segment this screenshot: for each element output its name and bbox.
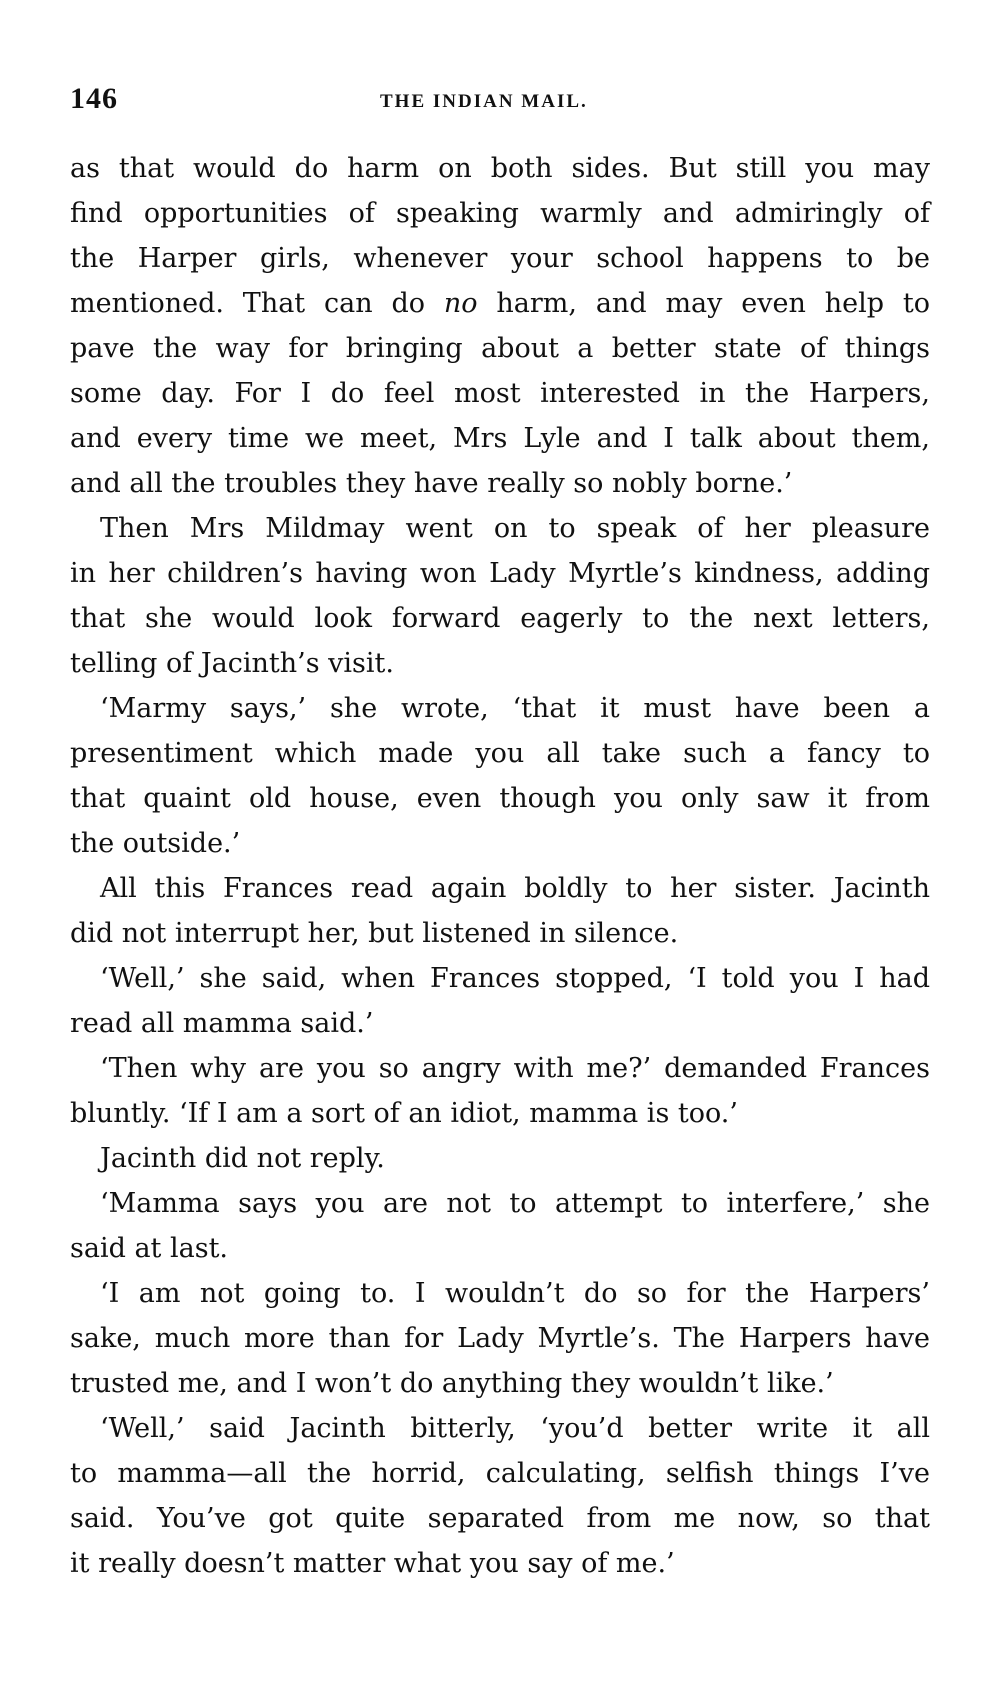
text-line: mentioned. That can do no harm, and may even help to — [70, 288, 930, 319]
text-line: that she would look forward eagerly to the next letters, — [70, 603, 930, 634]
text-line: ‘Mamma says you are not to attempt to interfere,’ she — [100, 1188, 930, 1219]
text-line: in her children’s having won Lady Myrtle’s kindness, adding — [70, 558, 930, 589]
body-text — [70, 146, 930, 1586]
text-line: presentiment which made you all take such a fancy to — [70, 738, 930, 769]
text-line: said at last. — [70, 1233, 229, 1264]
text-line: find opportunities of speaking warmly and admiringly of — [70, 198, 930, 229]
text-line: Jacinth did not reply. — [100, 1143, 385, 1174]
text-line: to mamma—all the horrid, calculating, selfish things I’ve — [70, 1458, 930, 1489]
text-line: trusted me, and I won’t do anything they wouldn’t like.’ — [70, 1368, 834, 1399]
text-line: did not interrupt her, but listened in silence. — [70, 918, 679, 949]
text-line: the Harper girls, whenever your school happens to be — [70, 243, 930, 274]
running-title: THE INDIAN MAIL. — [380, 91, 588, 112]
text-line: ‘Well,’ she said, when Frances stopped, ‘I told you I had — [100, 963, 930, 994]
text-line: sake, much more than for Lady Myrtle’s. The Harpers have — [70, 1323, 930, 1354]
text-line: the outside.’ — [70, 828, 241, 859]
text-line: some day. For I do feel most interested in the Harpers, — [70, 378, 930, 409]
text-line: ‘Marmy says,’ she wrote, ‘that it must have been a — [100, 693, 930, 724]
page-number: 146 — [70, 82, 118, 115]
text-line: and all the troubles they have really so nobly borne.’ — [70, 468, 793, 499]
text-line: read all mamma said.’ — [70, 1008, 374, 1039]
text-line: as that would do harm on both sides. But still you may — [70, 153, 930, 184]
text-line: bluntly. ‘If I am a sort of an idiot, mamma is too.’ — [70, 1098, 738, 1129]
text-line: Then Mrs Mildmay went on to speak of her pleasure — [100, 513, 930, 544]
text-line: said. You’ve got quite separated from me now, so that — [70, 1503, 930, 1534]
text-line: telling of Jacinth’s visit. — [70, 648, 394, 679]
text-line: and every time we meet, Mrs Lyle and I talk about them, — [70, 423, 930, 454]
text-line: ‘Then why are you so angry with me?’ demanded Frances — [100, 1053, 930, 1084]
emphasis: no — [443, 288, 478, 319]
text-line: ‘I am not going to. I wouldn’t do so for the Harpers’ — [100, 1278, 930, 1309]
text-line: it really doesn’t matter what you say of me.’ — [70, 1548, 675, 1579]
text-line: that quaint old house, even though you only saw it from — [70, 783, 930, 814]
text-line: ‘Well,’ said Jacinth bitterly, ‘you’d better write it all — [100, 1413, 930, 1444]
text-line: All this Frances read again boldly to her sister. Jacinth — [100, 873, 930, 904]
text-line: pave the way for bringing about a better state of things — [70, 333, 930, 364]
